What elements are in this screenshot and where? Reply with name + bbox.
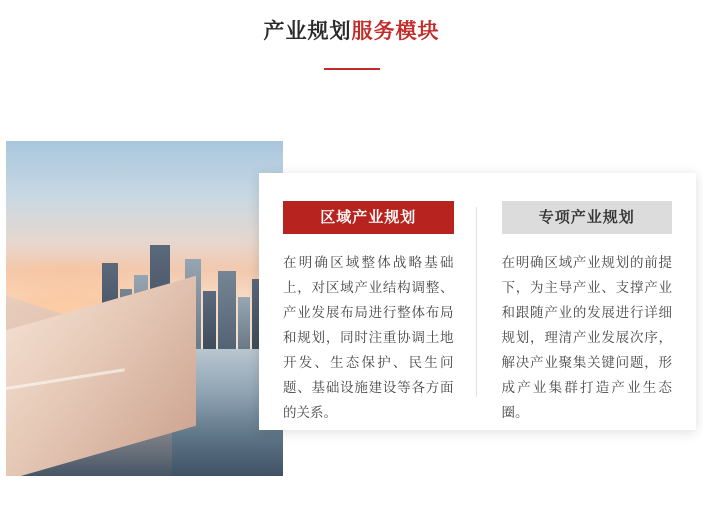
title-underline-rule: [324, 68, 380, 70]
page-title-accent: 服务模块: [351, 20, 440, 43]
page-title-primary: 产业规划: [263, 20, 352, 43]
building: [218, 271, 236, 349]
module-column-special: [478, 201, 675, 430]
page-title: [0, 18, 703, 46]
building: [203, 291, 216, 349]
tab-regional-industry-planning[interactable]: 区域产业规划: [283, 201, 454, 234]
building: [238, 297, 250, 349]
module-description-special: 在明确区域产业规划的前提下，为主导产业、支撑产业和跟随产业的发展进行详细规划，理清产业发展次序，解决产业聚集关键问题，形成产业集群打造产业生态圈。: [501, 255, 672, 420]
module-column-regional: [281, 201, 478, 430]
city-skyline-sunset-photo: [6, 141, 283, 476]
module-description-regional: 在明确区域整体战略基础上，对区域产业结构调整、产业发展布局进行整体布局和规划，同时注重协调土地开发、生态保护、民生问题、基础设施建设等各方面的关系。: [283, 255, 454, 420]
tab-special-industry-planning[interactable]: 专项产业规划: [502, 201, 673, 234]
service-modules-card: [259, 173, 696, 430]
page-header: [0, 18, 703, 70]
